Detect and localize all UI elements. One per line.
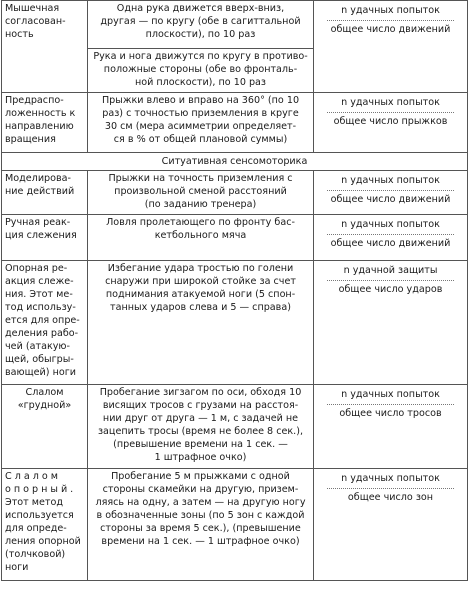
table-row (2, 215, 468, 261)
fraction-bar (327, 190, 454, 191)
measure-denominator: общее число зон (347, 492, 434, 503)
row-name: Ручная реак- ция слежения (2, 215, 88, 261)
row-name: Слалом «грудной» (2, 385, 88, 469)
row-name: Моделирова- ние действий (2, 171, 88, 215)
measure-numerator: n удачной защиты (343, 265, 438, 276)
row-task: Прыжки на точность приземления с произвольной сменой расстояний (по заданию тренера) (88, 171, 314, 215)
fraction-bar (327, 234, 454, 235)
measure-denominator: общее число тросов (339, 408, 442, 419)
fraction-bar (327, 280, 454, 281)
row-task: Одна рука движется вверх-вниз, другая — по кругу (обе в сагиттальной плоскости), по 10 раз (88, 1, 314, 49)
row-measure (314, 261, 468, 385)
row-measure (314, 385, 468, 469)
tests-table (1, 0, 468, 581)
section-header-row (2, 153, 468, 171)
row-task: Избегание удара тростью по голени снаружи при широкой стойке за счет поднимания атакуемой ноги (5 спон- танных ударов слева и 5 — справа) (88, 261, 314, 385)
row-task: Рука и нога движутся по кругу в противо- положные стороны (обе во фронталь- ной плоскости), по 10 раз (88, 49, 314, 93)
table-row (2, 93, 468, 153)
row-name: Опорная ре- акция слеже- ния. Этот ме- тод использу- ется для опре- деления рабо- чей (атакую- щей, обыгры- вающей) ноги (2, 261, 88, 385)
measure-denominator: общее число движений (330, 238, 451, 249)
table-row (2, 1, 468, 49)
measure-denominator: общее число движений (330, 24, 451, 35)
table-row (2, 385, 468, 469)
measure-numerator: n удачных попыток (341, 175, 440, 186)
measure-denominator: общее число движений (330, 194, 451, 205)
table-row (2, 171, 468, 215)
measure-numerator: n удачных попыток (341, 389, 440, 400)
row-name: Предраспо- ложенность к направлению вращения (2, 93, 88, 153)
row-measure (314, 215, 468, 261)
measure-numerator: n удачных попыток (341, 97, 440, 108)
fraction-bar (327, 404, 454, 405)
measure-numerator: n удачных попыток (341, 5, 440, 16)
row-name: Слалом опорный. Этот метод используется для опреде- ления опорной (толчковой) ноги (2, 469, 88, 581)
row-measure (314, 469, 468, 581)
measure-denominator: общее число ударов (338, 284, 443, 295)
measure-numerator: n удачных попыток (341, 219, 440, 230)
measure-denominator: общее число прыжков (333, 116, 448, 127)
measure-numerator: n удачных попыток (341, 473, 440, 484)
row-task: Прыжки влево и вправо на 360° (по 10 раз) с точностью приземления в круге 30 см (мера асимметрии определяет- ся в % от общей плановой суммы) (88, 93, 314, 153)
section-title: Ситуативная сенсомоторика (2, 153, 468, 171)
fraction-bar (327, 20, 454, 21)
row-measure (314, 1, 468, 93)
fraction-bar (327, 488, 454, 489)
table-row (2, 261, 468, 385)
row-name: Мышечная согласован-ность (2, 1, 88, 93)
row-task: Пробегание 5 м прыжками с одной стороны скамейки на другую, призем- ляясь на одну, а затем — на другую ногу в обозначенные зоны (по 5 зон с каждой стороны за время 5 сек.), (превышение времени на 1 сек. — 1 штрафное очко) (88, 469, 314, 581)
row-measure (314, 93, 468, 153)
table-row (2, 469, 468, 581)
row-task: Пробегание зигзагом по оси, обходя 10 висящих тросов с грузами на расстоя- нии друг от друга — 1 м, с задачей не зацепить тросы (время не более 8 сек.), (превышение времени на 1 сек. — 1 штрафное очко) (88, 385, 314, 469)
row-task: Ловля пролетающего по фронту бас- кетбольного мяча (88, 215, 314, 261)
row-measure (314, 171, 468, 215)
fraction-bar (327, 112, 454, 113)
